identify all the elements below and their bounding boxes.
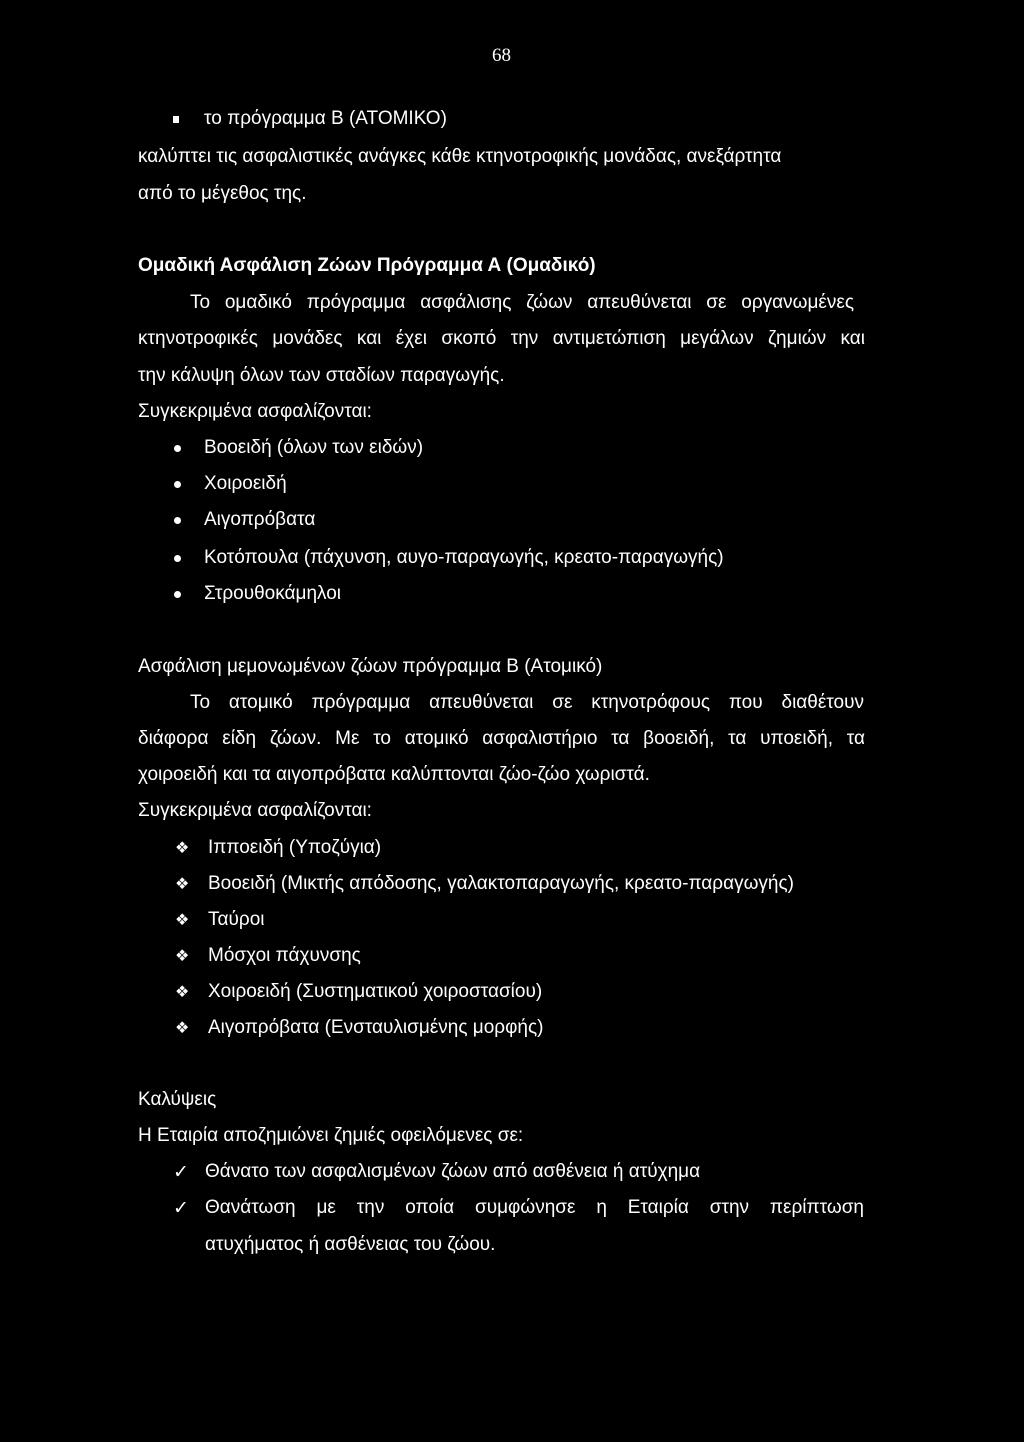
square-bullet-icon (173, 116, 179, 123)
group-insured-label: Συγκεκριμένα ασφαλίζονται: (138, 401, 372, 422)
group-heading: Ομαδική Ασφάλιση Ζώων Πρόγραμμα Α (Ομαδικό) (138, 255, 596, 276)
intro-item-label: το πρόγραμμα Β (ΑΤΟΜΙΚΟ) (204, 108, 447, 129)
group-list-item: Βοοειδή (όλων των ειδών) (204, 437, 424, 458)
intro-desc-line-2: από το μέγεθος της. (138, 183, 307, 204)
round-bullet-icon (174, 445, 181, 452)
coverage-heading: Καλύψεις (138, 1089, 217, 1110)
diamond-bullet-icon: ❖ (175, 946, 190, 965)
page-number: 68 (492, 45, 511, 66)
diamond-bullet-icon: ❖ (175, 982, 190, 1001)
individual-insured-label: Συγκεκριμένα ασφαλίζονται: (138, 800, 372, 821)
group-list-item: Κοτόπουλα (πάχυνση, αυγο-παραγωγής, κρεατο-παραγωγής) (204, 547, 724, 568)
group-para-line-3: την κάλυψη όλων των σταδίων παραγωγής. (138, 365, 505, 386)
individual-heading: Ασφάλιση μεμονωμένων ζώων πρόγραμμα Β (Ατομικό) (138, 656, 603, 677)
diamond-bullet-icon: ❖ (175, 1018, 190, 1037)
individual-para-line-2: διάφορα είδη ζώων. Με το ατομικό ασφαλιστήριο τα βοοειδή, τα υποειδή, τα (138, 728, 865, 749)
individual-list-item: Χοιροειδή (Συστηματικού χοιροστασίου) (208, 981, 543, 1002)
check-mark-icon: ✓ (173, 1197, 189, 1219)
individual-list-item: Βοοειδή (Μικτής απόδοσης, γαλακτοπαραγωγής, κρεατο-παραγωγής) (208, 873, 794, 894)
check-mark-icon: ✓ (173, 1161, 189, 1183)
coverage-item: Θάνατο των ασφαλισμένων ζώων από ασθένεια ή ατύχημα (205, 1161, 701, 1182)
group-para-line-1: Το ομαδικό πρόγραμμα ασφάλισης ζώων απευθύνεται σε οργανωμένες (190, 292, 854, 313)
group-list-item: Αιγοπρόβατα (204, 509, 316, 530)
individual-list-item: Μόσχοι πάχυνσης (208, 945, 361, 966)
diamond-bullet-icon: ❖ (175, 874, 190, 893)
coverage-item-line-1: Θανάτωση με την οποία συμφώνησε η Εταιρία στην περίπτωση (205, 1197, 864, 1218)
individual-list-item: Ιπποειδή (Υποζύγια) (208, 837, 382, 858)
individual-list-item: Ταύροι (208, 909, 265, 930)
individual-para-line-3: χοιροειδή και τα αιγοπρόβατα καλύπτονται ζώο-ζώο χωριστά. (138, 764, 650, 785)
coverage-item-line-2: ατυχήματος ή ασθένειας του ζώου. (205, 1234, 496, 1255)
round-bullet-icon (174, 555, 181, 562)
individual-para-line-1: Το ατομικό πρόγραμμα απευθύνεται σε κτηνοτρόφους που διαθέτουν (190, 692, 864, 713)
group-list-item: Χοιροειδή (204, 473, 287, 494)
round-bullet-icon (174, 517, 181, 524)
diamond-bullet-icon: ❖ (175, 838, 190, 857)
diamond-bullet-icon: ❖ (175, 910, 190, 929)
round-bullet-icon (174, 481, 181, 488)
group-list-item: Στρουθοκάμηλοι (204, 583, 342, 604)
intro-desc-line-1: καλύπτει τις ασφαλιστικές ανάγκες κάθε κτηνοτροφικής μονάδας, ανεξάρτητα (138, 146, 782, 167)
round-bullet-icon (174, 591, 181, 598)
individual-list-item: Αιγοπρόβατα (Ενσταυλισμένης μορφής) (208, 1017, 544, 1038)
coverage-intro: Η Εταιρία αποζημιώνει ζημιές οφειλόμενες σε: (138, 1125, 524, 1146)
group-para-line-2: κτηνοτροφικές μονάδες και έχει σκοπό την αντιμετώπιση μεγάλων ζημιών και (138, 328, 865, 349)
